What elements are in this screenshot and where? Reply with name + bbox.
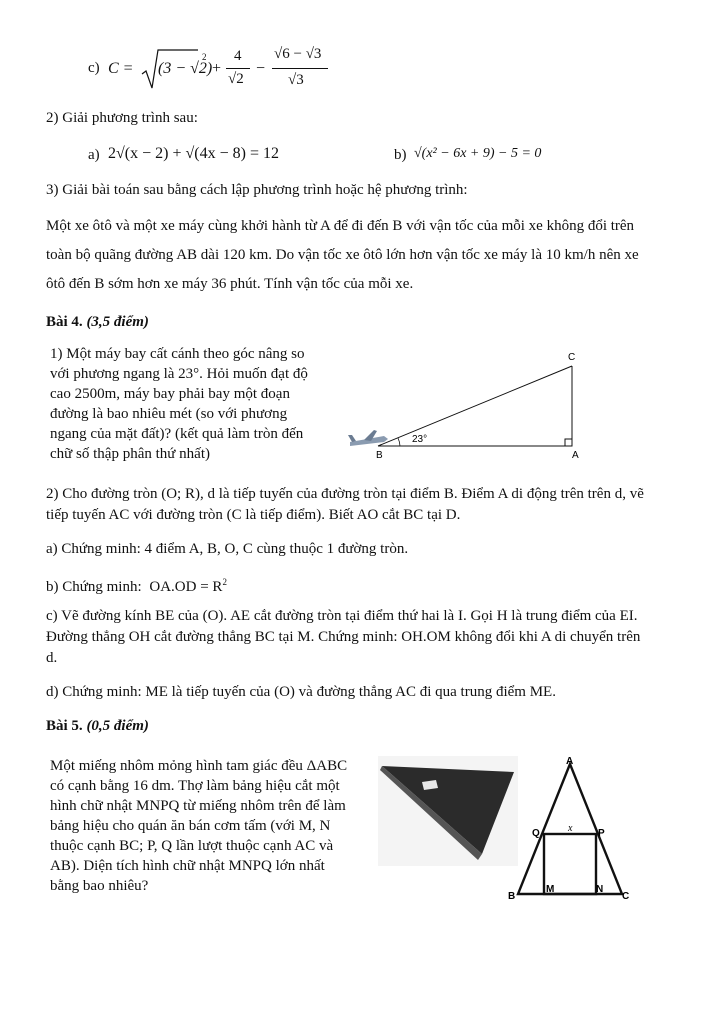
q3-title: 3) Giải bài toán sau bằng cách lập phương trình hoặc hệ phương trình:: [46, 182, 468, 198]
bai4-heading: [46, 312, 684, 332]
bai4-title: Bài 4.: [46, 314, 83, 330]
bai4-b: [46, 572, 684, 597]
frac1-num: 4: [234, 48, 242, 64]
fig5-label-a: A: [566, 756, 574, 767]
label-b: B: [376, 450, 383, 461]
q2-title: 2) Giải phương trình sau:: [46, 110, 198, 126]
triangle-rectangle-figure: [504, 754, 634, 906]
q2-a-expr: 2√(x − 2) + √(4x − 8) = 12: [108, 145, 279, 162]
bai4-p2-line1: 2) Cho đường tròn (O; R), d là tiếp tuyến của đường tròn tại điểm B. Điểm A di động trên trên d, vẽ: [46, 486, 644, 502]
bai5-line: AB). Diện tích hình chữ nhật MNPQ lớn nhất: [50, 858, 325, 874]
bai4-d: d) Chứng minh: ME là tiếp tuyến của (O) và đường thẳng AC đi qua trung điểm ME.: [46, 684, 556, 700]
bai4-p1-line: đường là bao nhiêu mét (so với phương: [50, 406, 288, 422]
part-c-minus: −: [256, 60, 266, 77]
fig5-label-n: N: [596, 884, 604, 895]
bai5-title: Bài 5.: [46, 718, 83, 734]
part-c-rad-inner: (3 − √2): [158, 60, 213, 77]
bai5-line: hình chữ nhật MNPQ từ miếng nhôm trên để làm: [50, 798, 346, 814]
bai4-p1-line: cao 2500m, máy bay phải bay một đoạn: [50, 386, 290, 402]
q2-b-expr: √(x² − 6x + 9) − 5 = 0: [414, 146, 542, 161]
q2-b-label: b): [394, 147, 407, 163]
part-c-lhs: C =: [108, 60, 134, 77]
fig5-label-p: P: [598, 828, 605, 839]
part-c-square: 2: [202, 52, 207, 62]
bai5-line: có cạnh bằng 16 dm. Thợ làm bảng hiệu cắt một: [50, 778, 340, 794]
right-angle-mark: [565, 439, 572, 446]
part-c-formula: [88, 44, 348, 100]
bai4-c-line1: c) Vẽ đường kính BE của (O). AE cắt đường tròn tại điểm thứ hai là I. Gọi H là trung điểm của EI.: [46, 608, 638, 624]
fig5-label-b: B: [508, 891, 516, 902]
q2-a-label: a): [88, 147, 100, 163]
bai4-p1-line: ngang của mặt đất)? (kết quả làm tròn đến: [50, 426, 304, 442]
bai5-line: bằng bao nhiêu?: [50, 878, 149, 894]
part-c-label: c): [88, 60, 100, 76]
fig5-label-x: x: [568, 823, 573, 834]
bai4-p1-block: [50, 344, 322, 464]
bai5-line: thuộc cạnh BC; P, Q lần lượt thuộc cạnh AC và: [50, 838, 334, 854]
frac1-bar: [226, 68, 250, 69]
part-c-plus: +: [212, 60, 222, 77]
bai5-block: [50, 756, 364, 896]
bai4-points: (3,5 điểm): [86, 314, 149, 330]
fig5-label-q: Q: [532, 828, 540, 839]
bai4-a: a) Chứng minh: 4 điểm A, B, O, C cùng thuộc 1 đường tròn.: [46, 541, 409, 557]
frac1-den: √2: [228, 71, 244, 87]
q3-line3: ôtô đến B sớm hơn xe máy 36 phút. Tính vận tốc của mỗi xe.: [46, 276, 414, 292]
label-angle: 23°: [412, 434, 428, 445]
aluminum-plate-photo: [378, 756, 518, 866]
airplane-icon: [348, 430, 388, 446]
bai4-c-line2: Đường thẳng OH cắt đường thẳng BC tại M. Chứng minh: OH.OM không đổi khi A di chuyển trên: [46, 629, 641, 645]
label-c: C: [568, 352, 576, 363]
bai4-b-expr: OA.OD = R: [149, 579, 223, 595]
frac2-num: √6 − √3: [274, 46, 322, 62]
fig5-label-c: C: [622, 891, 630, 902]
bai4-p1-line: chữ số thập phân thứ nhất): [50, 446, 210, 462]
label-a: A: [572, 450, 579, 461]
frac2-den: √3: [288, 72, 304, 88]
q3-line2: toàn bộ quãng đường AB dài 120 km. Do vận tốc xe ôtô lớn hơn vận tốc xe máy là 10 km/h nên xe: [46, 247, 639, 263]
flight-path-line: [378, 366, 572, 446]
bai5-heading: [46, 716, 684, 736]
bai4-b-text: b) Chứng minh:: [46, 579, 142, 595]
angle-arc: [398, 438, 400, 446]
airplane-triangle-figure: [340, 340, 600, 470]
bai4-p1-line: 1) Một máy bay cất cánh theo góc nâng so: [50, 346, 305, 362]
q3-line1: Một xe ôtô và một xe máy cùng khởi hành từ A để đi đến B với vận tốc của mỗi xe không đổi trên: [46, 218, 635, 234]
frac2-bar: [272, 68, 328, 69]
bai4-p2-line2: tiếp tuyến AC với đường tròn (C là tiếp điểm). Biết AO cắt BC tại D.: [46, 507, 461, 523]
fig5-label-m: M: [546, 884, 555, 895]
bai5-line: bảng hiệu cho quán ăn bán cơm tấm (với M, N: [50, 818, 331, 834]
bai5-points: (0,5 điểm): [86, 718, 149, 734]
bai4-b-sup: 2: [222, 577, 227, 587]
bai5-line: Một miếng nhôm mỏng hình tam giác đều ΔABC: [50, 758, 348, 774]
bai4-c-line3: d.: [46, 650, 58, 666]
bai4-p1-line: với phương ngang là 23°. Hỏi muốn đạt độ: [50, 366, 308, 382]
